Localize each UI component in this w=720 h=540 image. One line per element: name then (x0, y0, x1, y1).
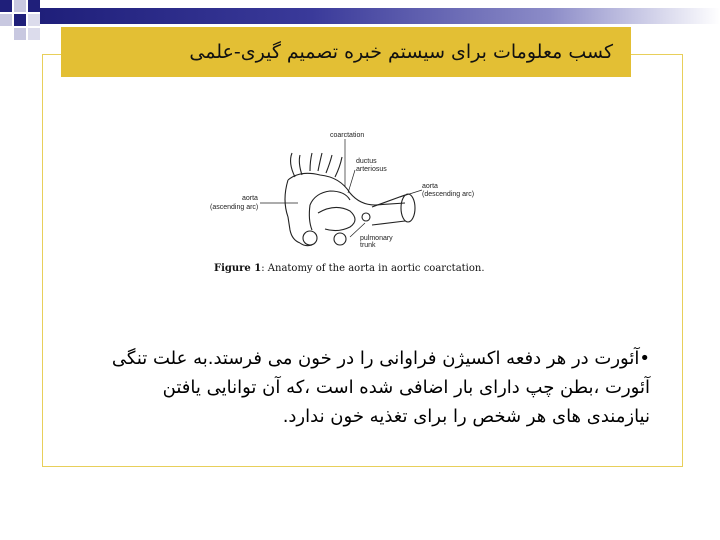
header-gradient-band (40, 8, 720, 24)
label-pulmonary-1: pulmonary (360, 235, 393, 242)
figure-caption (214, 263, 494, 274)
label-ductus-1: ductus (356, 158, 377, 165)
label-coarctation: coarctation (330, 132, 365, 139)
body-paragraph (100, 344, 650, 431)
label-aorta-asc-1: aorta (242, 195, 258, 202)
label-aorta-desc-1: aorta (422, 183, 438, 190)
title-bar (61, 27, 631, 77)
slide-title: کسب معلومات برای سیستم خبره تصمیم گیری-علمی (189, 41, 613, 63)
label-pulmonary-2: trunk (360, 242, 376, 249)
label-aorta-asc-2: (ascending arc) (210, 204, 259, 211)
label-aorta-desc-2: (descending arc) (422, 191, 475, 198)
body-text: آئورت در هر دفعه اکسیژن فراوانی را در خون می فرستد.به علت تنگی آئورت ،بطن چپ دارای بار اضافی شده است ،که آن توانایی یافتن نیازمندی های هر شخص را برای تغذیه خون ندارد. (111, 348, 650, 427)
aorta-figure (200, 125, 490, 285)
caption-text: : Anatomy of the aorta in aortic coarctation. (261, 263, 485, 274)
aorta-diagram (200, 125, 490, 285)
label-ductus-2: arteriosus (356, 166, 387, 173)
caption-label: Figure 1 (214, 263, 262, 274)
bullet-marker: • (639, 348, 650, 369)
